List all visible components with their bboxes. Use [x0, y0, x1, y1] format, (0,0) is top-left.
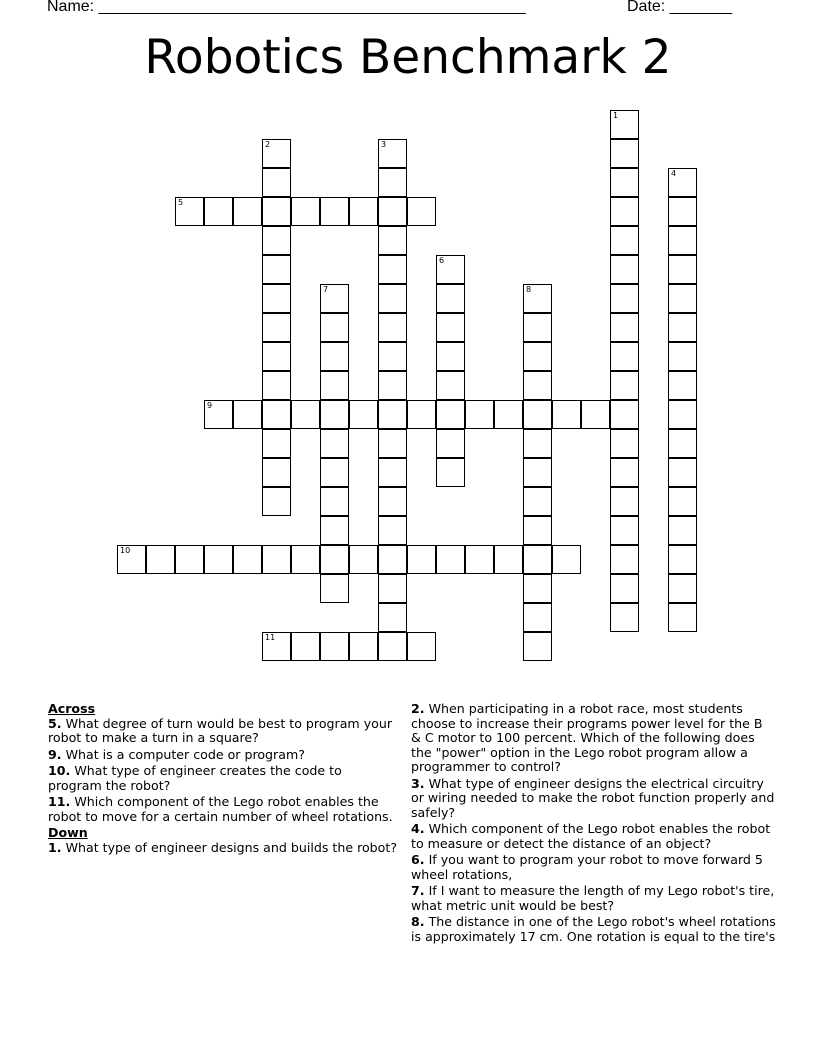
crossword-cell[interactable] [668, 226, 697, 255]
crossword-cell[interactable] [668, 574, 697, 603]
clue-item-text: What type of engineer designs and builds the robot? [65, 839, 398, 855]
crossword-cell[interactable] [668, 516, 697, 545]
across-clue-list [48, 717, 398, 825]
crossword-cell[interactable] [668, 197, 697, 226]
crossword-cell[interactable] [378, 603, 407, 632]
crossword-cell[interactable] [610, 139, 639, 168]
crossword-cell[interactable] [320, 313, 349, 342]
crossword-cell[interactable] [378, 632, 407, 661]
crossword-cell[interactable] [378, 371, 407, 400]
clue-item [48, 795, 398, 824]
clue-item-text: What type of engineer designs the electrical circuitry or wiring needed to make the robot function properly and safely? [411, 775, 775, 820]
crossword-cell[interactable] [523, 429, 552, 458]
crossword-cell[interactable] [262, 632, 291, 661]
crossword-cell[interactable] [204, 400, 233, 429]
clue-item-number: 4. [411, 821, 425, 836]
crossword-cell[interactable] [262, 371, 291, 400]
crossword-cell[interactable] [175, 545, 204, 574]
crossword-cell[interactable] [262, 342, 291, 371]
crossword-cell[interactable] [610, 313, 639, 342]
crossword-cell[interactable] [610, 603, 639, 632]
clue-item-text: The distance in one of the Lego robot's wheel rotations is approximately 17 cm. One rotation is equal to the tire's [411, 914, 776, 944]
crossword-cell[interactable] [552, 545, 581, 574]
crossword-cell[interactable] [291, 632, 320, 661]
crossword-cell[interactable] [262, 487, 291, 516]
crossword-cell[interactable] [262, 545, 291, 574]
crossword-cell[interactable] [523, 284, 552, 313]
clue-item-text: What is a computer code or program? [65, 746, 305, 762]
crossword-cell[interactable] [523, 342, 552, 371]
clue-item-text: When participating in a robot race, most students choose to increase their programs power level for the B & C motor to 100 percent. Which of the following does the "power" option in the Lego robot program allow a programmer to control? [411, 701, 763, 774]
clue-number: 10 [120, 546, 131, 555]
clue-column-left [48, 702, 398, 857]
crossword-cell[interactable] [291, 400, 320, 429]
clue-number: 7 [323, 285, 329, 294]
crossword-cell[interactable] [378, 574, 407, 603]
crossword-cell[interactable] [523, 458, 552, 487]
clue-number: 2 [265, 140, 271, 149]
crossword-cell[interactable] [407, 400, 436, 429]
clue-number: 11 [265, 633, 276, 642]
crossword-cell[interactable] [320, 342, 349, 371]
crossword-cell[interactable] [610, 458, 639, 487]
crossword-cell[interactable] [610, 574, 639, 603]
crossword-cell[interactable] [668, 487, 697, 516]
across-heading: Across [48, 701, 96, 716]
name-field-label: Name: ________________________________________________ [47, 0, 526, 15]
crossword-cell[interactable] [320, 400, 349, 429]
clue-item [411, 915, 776, 944]
crossword-cell[interactable] [610, 400, 639, 429]
crossword-cell[interactable] [378, 487, 407, 516]
crossword-cell[interactable] [465, 400, 494, 429]
crossword-cell[interactable] [610, 284, 639, 313]
crossword-cell[interactable] [668, 429, 697, 458]
down-clue-list [48, 841, 398, 856]
crossword-cell[interactable] [610, 371, 639, 400]
crossword-cell[interactable] [523, 516, 552, 545]
crossword-cell[interactable] [407, 197, 436, 226]
crossword-cell[interactable] [436, 458, 465, 487]
crossword-cell[interactable] [523, 487, 552, 516]
crossword-cell[interactable] [378, 516, 407, 545]
crossword-cell[interactable] [320, 632, 349, 661]
clue-item-text: What type of engineer creates the code to program the robot? [48, 763, 342, 793]
crossword-cell[interactable] [262, 197, 291, 226]
clue-item-number: 5. [48, 715, 62, 731]
crossword-cell[interactable] [436, 429, 465, 458]
crossword-cell[interactable] [610, 516, 639, 545]
crossword-cell[interactable] [610, 342, 639, 371]
crossword-cell[interactable] [262, 458, 291, 487]
crossword-cell[interactable] [320, 516, 349, 545]
crossword-cell[interactable] [320, 574, 349, 603]
crossword-cell[interactable] [349, 545, 378, 574]
clue-number: 9 [207, 401, 213, 410]
clue-number: 5 [178, 198, 184, 207]
clue-item-number: 1. [48, 839, 62, 855]
crossword-cell[interactable] [378, 545, 407, 574]
clue-item [48, 841, 398, 856]
crossword-cell[interactable] [378, 197, 407, 226]
crossword-cell[interactable] [349, 197, 378, 226]
crossword-cell[interactable] [610, 197, 639, 226]
date-field-label: Date: _______ [627, 0, 732, 15]
crossword-cell[interactable] [581, 400, 610, 429]
crossword-cell[interactable] [349, 400, 378, 429]
crossword-cell[interactable] [407, 632, 436, 661]
crossword-cell[interactable] [378, 168, 407, 197]
down-heading: Down [48, 825, 88, 840]
crossword-cell[interactable] [233, 197, 262, 226]
down-clue-list-continued [411, 702, 776, 944]
crossword-cell[interactable] [378, 458, 407, 487]
crossword-cell[interactable] [378, 284, 407, 313]
clue-number: 3 [381, 140, 387, 149]
crossword-cell[interactable] [233, 545, 262, 574]
crossword-cell[interactable] [378, 429, 407, 458]
crossword-cell[interactable] [320, 284, 349, 313]
clue-item-number: 10. [48, 763, 71, 778]
crossword-cell[interactable] [610, 429, 639, 458]
clue-number: 4 [671, 169, 677, 178]
crossword-cell[interactable] [668, 342, 697, 371]
crossword-cell[interactable] [668, 545, 697, 574]
crossword-cell[interactable] [523, 371, 552, 400]
crossword-cell[interactable] [117, 545, 146, 574]
crossword-cell[interactable] [262, 255, 291, 284]
clue-item-text: Which component of the Lego robot enables the robot to measure or detect the distance of an object? [411, 821, 771, 851]
crossword-cell[interactable] [494, 400, 523, 429]
crossword-cell[interactable] [668, 168, 697, 197]
clue-item-text: Which component of the Lego robot enables the robot to move for a certain number of wheel rotations. [48, 794, 393, 824]
crossword-cell[interactable] [668, 371, 697, 400]
crossword-cell[interactable] [378, 255, 407, 284]
crossword-cell[interactable] [146, 545, 175, 574]
crossword-cell[interactable] [436, 342, 465, 371]
crossword-cell[interactable] [436, 313, 465, 342]
crossword-cell[interactable] [523, 603, 552, 632]
clue-item [48, 764, 398, 793]
crossword-cell[interactable] [436, 255, 465, 284]
crossword-cell[interactable] [233, 400, 262, 429]
clue-item [411, 822, 776, 851]
crossword-cell[interactable] [262, 284, 291, 313]
crossword-cell[interactable] [436, 284, 465, 313]
clue-item-text: What degree of turn would be best to program your robot to make a turn in a square? [48, 715, 393, 745]
clue-item-number: 3. [411, 775, 425, 791]
clue-item [411, 853, 776, 882]
crossword-cell[interactable] [436, 371, 465, 400]
clue-number: 8 [526, 285, 532, 294]
crossword-cell[interactable] [523, 545, 552, 574]
crossword-cell[interactable] [552, 400, 581, 429]
crossword-cell[interactable] [320, 197, 349, 226]
crossword-cell[interactable] [320, 429, 349, 458]
crossword-cell[interactable] [668, 284, 697, 313]
crossword-cell[interactable] [262, 400, 291, 429]
crossword-cell[interactable] [262, 226, 291, 255]
crossword-cell[interactable] [378, 139, 407, 168]
crossword-cell[interactable] [407, 545, 436, 574]
clue-item-number: 11. [48, 794, 71, 809]
crossword-cell[interactable] [465, 545, 494, 574]
crossword-cell[interactable] [262, 429, 291, 458]
clue-item-number: 6. [411, 852, 425, 867]
clue-item [48, 748, 398, 763]
crossword-cell[interactable] [610, 545, 639, 574]
clue-column-right [411, 702, 776, 946]
clue-number: 1 [613, 111, 619, 120]
clue-item-number: 2. [411, 701, 425, 716]
crossword-cell[interactable] [610, 110, 639, 139]
clue-item-number: 7. [411, 883, 425, 898]
crossword-cell[interactable] [436, 400, 465, 429]
crossword-cell[interactable] [494, 545, 523, 574]
crossword-cell[interactable] [610, 255, 639, 284]
clue-number: 6 [439, 256, 445, 265]
crossword-cell[interactable] [291, 197, 320, 226]
crossword-cell[interactable] [378, 226, 407, 255]
crossword-cell[interactable] [668, 255, 697, 284]
crossword-cell[interactable] [262, 313, 291, 342]
clue-item [48, 717, 398, 746]
crossword-cell[interactable] [523, 400, 552, 429]
clue-item-text: If I want to measure the length of my Lego robot's tire, what metric unit would be best? [411, 883, 775, 913]
page-title: Robotics Benchmark 2 [144, 30, 672, 85]
crossword-cell[interactable] [668, 603, 697, 632]
crossword-cell[interactable] [668, 458, 697, 487]
clue-item-number: 8. [411, 914, 425, 929]
crossword-cell[interactable] [204, 197, 233, 226]
crossword-cell[interactable] [378, 313, 407, 342]
crossword-cell[interactable] [291, 545, 320, 574]
crossword-cell[interactable] [320, 487, 349, 516]
crossword-cell[interactable] [320, 545, 349, 574]
crossword-cell[interactable] [320, 458, 349, 487]
crossword-cell[interactable] [204, 545, 233, 574]
crossword-cell[interactable] [523, 632, 552, 661]
clue-item [411, 777, 776, 821]
clue-item-text: If you want to program your robot to move forward 5 wheel rotations, [411, 852, 763, 882]
crossword-cell[interactable] [349, 632, 378, 661]
crossword-cell[interactable] [262, 139, 291, 168]
crossword-cell[interactable] [610, 168, 639, 197]
crossword-cell[interactable] [262, 168, 291, 197]
crossword-cell[interactable] [436, 545, 465, 574]
crossword-cell[interactable] [523, 574, 552, 603]
crossword-cell[interactable] [378, 400, 407, 429]
crossword-cell[interactable] [378, 342, 407, 371]
crossword-cell[interactable] [668, 400, 697, 429]
crossword-cell[interactable] [523, 313, 552, 342]
clue-item-number: 9. [48, 746, 62, 762]
crossword-cell[interactable] [610, 226, 639, 255]
crossword-cell[interactable] [320, 371, 349, 400]
crossword-cell[interactable] [175, 197, 204, 226]
crossword-cell[interactable] [610, 487, 639, 516]
crossword-cell[interactable] [668, 313, 697, 342]
clue-item [411, 702, 776, 775]
clue-item [411, 884, 776, 913]
